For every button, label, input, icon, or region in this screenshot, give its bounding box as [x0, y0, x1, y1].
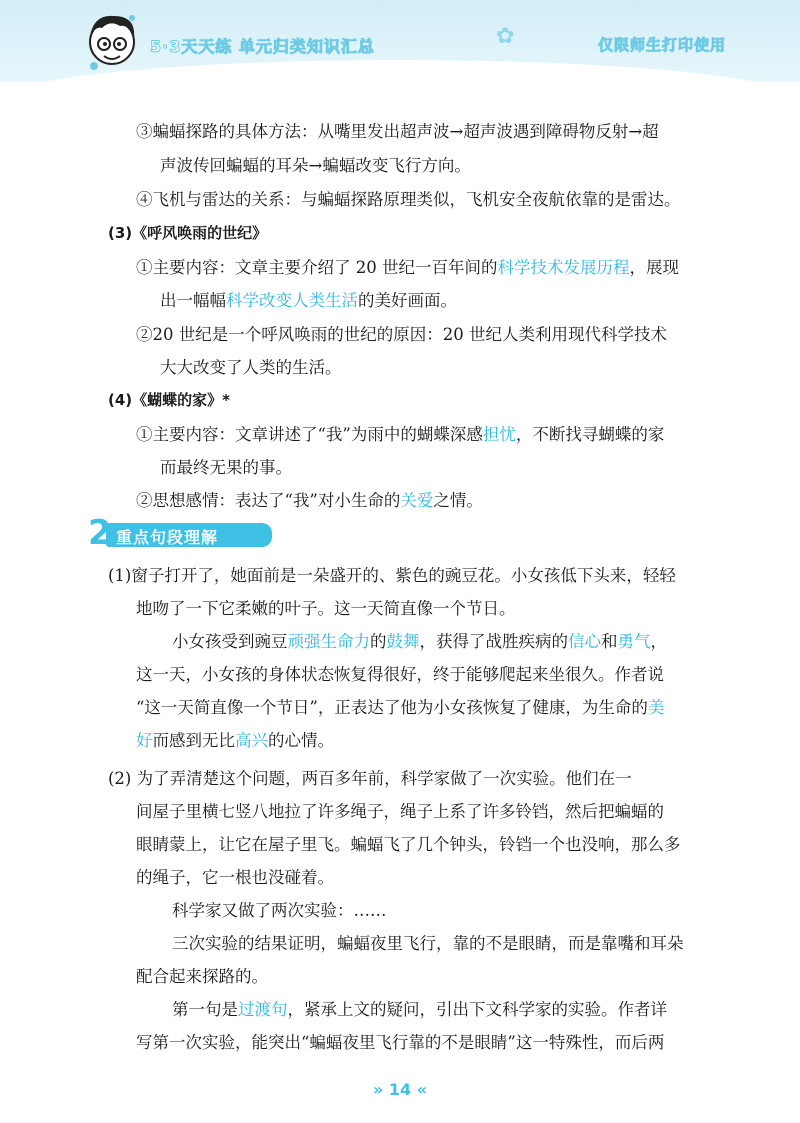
- highlight-text: 好: [136, 731, 153, 750]
- sub4-p1-line2: 而最终无果的事。: [160, 458, 292, 477]
- footer-left-mark: »: [372, 1080, 384, 1099]
- highlight-text: 鼓舞: [386, 632, 420, 651]
- text: 的美好画面。: [358, 291, 457, 310]
- footer-right-mark: «: [416, 1080, 428, 1099]
- page-number: 14: [388, 1080, 412, 1099]
- text: 和: [601, 632, 618, 651]
- q1-line1: (1)窗子打开了，她面前是一朵盛开的、紫色的豌豆花。小女孩低下头来，轻轻: [108, 566, 676, 585]
- arrow-icon: →: [308, 156, 323, 175]
- text: ，紧承上文的疑问，引出下文科学家的实验。作者详: [287, 1000, 667, 1019]
- text: ③蝙蝠探路的具体方法：从嘴里发出超声波: [136, 122, 450, 141]
- q1-answer-line2: 这一天，小女孩的身体状态恢复得很好，终于能够爬起来坐很久。作者说: [136, 665, 664, 684]
- highlight-text: 科学改变人类生活: [226, 291, 358, 310]
- highlight-text: 高兴: [235, 731, 268, 750]
- arrow-icon: →: [449, 122, 464, 141]
- q2-line7: 配合起来探路的。: [136, 967, 268, 986]
- text: ②思想感情：表达了“我”对小生命的: [136, 491, 401, 510]
- text: ，展现: [629, 258, 679, 277]
- section-number: 2: [88, 513, 112, 553]
- q1-answer-line3: [136, 691, 664, 725]
- highlight-text: 过渡句: [238, 1000, 288, 1019]
- text: 之情。: [433, 491, 483, 510]
- highlight-text: 担忧: [482, 425, 516, 444]
- highlight-text: 科学技术发展历程: [497, 258, 630, 277]
- page-footer: [0, 1080, 800, 1099]
- sub4-p2: [136, 484, 483, 518]
- usage-note: 仅限师生打印使用: [598, 36, 727, 54]
- highlight-text: 关爱: [400, 491, 434, 510]
- text: 出一幅幅: [160, 291, 226, 310]
- highlight-text: 勇气: [617, 632, 651, 651]
- q1-answer-line4: [136, 724, 334, 758]
- highlight-text: 顽强生命力: [287, 632, 370, 651]
- text: ，不断找寻蝴蝶的家: [515, 425, 665, 444]
- section-label: 重点句段理解: [116, 528, 219, 547]
- subsection-title-4: (4)《蝴蝶的家》*: [108, 391, 230, 409]
- text: 声波传回蝙蝠的耳朵: [160, 156, 309, 175]
- section-heading: [88, 513, 276, 553]
- page-header: [0, 0, 800, 82]
- text: 超声波遇到障碍物反射: [463, 122, 629, 141]
- highlight-text: 美: [647, 698, 665, 717]
- text: ，: [650, 632, 667, 651]
- text: ①主要内容：文章主要介绍了 20 世纪一百年间的: [136, 258, 498, 277]
- text: ，获得了战胜疾病的: [419, 632, 568, 651]
- q2-answer-line1: [172, 993, 667, 1027]
- text: 蝙蝠改变飞行方向。: [322, 156, 471, 175]
- plane-radar-relation: ④飞机与雷达的关系：与蝙蝠探路原理类似，飞机安全夜航依靠的是雷达。: [136, 190, 681, 209]
- bat-method-line2: [160, 149, 471, 183]
- sub3-p1-line1: [136, 251, 679, 285]
- text: 小女孩受到豌豆: [172, 632, 288, 651]
- q2-line1: (2) 为了弄清楚这个问题，两百多年前，科学家做了一次实验。他们在一: [108, 769, 632, 788]
- boy-mascot-icon: [80, 6, 144, 74]
- bat-method-line1: [136, 115, 659, 149]
- sub3-p1-line2: [160, 284, 457, 318]
- arrow-icon: →: [628, 122, 643, 141]
- sub3-p2-line2: 大大改变了人类的生活。: [160, 358, 342, 377]
- text: “这一天简直像一个节日”，正表达了他为小女孩恢复了健康，为生命的: [136, 698, 648, 717]
- sub4-p1-line1: [136, 418, 664, 452]
- series-title: 5·3天天练 单元归类知识汇总: [150, 37, 375, 56]
- subsection-title-3: (3)《呼风唤雨的世纪》: [108, 224, 268, 242]
- flower-icon: ✿: [496, 24, 515, 49]
- highlight-text: 信心: [568, 632, 601, 651]
- text: 而感到无比: [152, 731, 235, 750]
- q2-line5: 科学家又做了两次实验：……: [172, 901, 387, 920]
- q2-line6: 三次实验的结果证明，蝙蝠夜里飞行，靠的不是眼睛，而是靠嘴和耳朵: [172, 934, 684, 953]
- text: 第一句是: [172, 1000, 238, 1019]
- sub3-p2-line1: ②20 世纪是一个呼风唤雨的世纪的原因：20 世纪人类利用现代科学技术: [136, 325, 667, 344]
- text: ①主要内容：文章讲述了“我”为雨中的蝴蝶深感: [136, 425, 483, 444]
- text: 超: [642, 122, 659, 141]
- q2-line4: 的绳子，它一根也没碰着。: [136, 868, 334, 887]
- q2-line2: 间屋子里横七竖八地拉了许多绳子，绳子上系了许多铃铛，然后把蝙蝠的: [136, 802, 664, 821]
- q2-line3: 眼睛蒙上，让它在屋子里飞。蝙蝠飞了几个钟头，铃铛一个也没响，那么多: [136, 835, 681, 854]
- text: 的: [370, 632, 387, 651]
- text: 的心情。: [268, 731, 334, 750]
- q1-line2: 地吻了一下它柔嫩的叶子。这一天简直像一个节日。: [136, 599, 516, 618]
- q1-answer-line1: [172, 625, 667, 659]
- q2-answer-line2: 写第一次实验，能突出“蝙蝠夜里飞行靠的不是眼睛”这一特殊性，而后两: [136, 1033, 665, 1052]
